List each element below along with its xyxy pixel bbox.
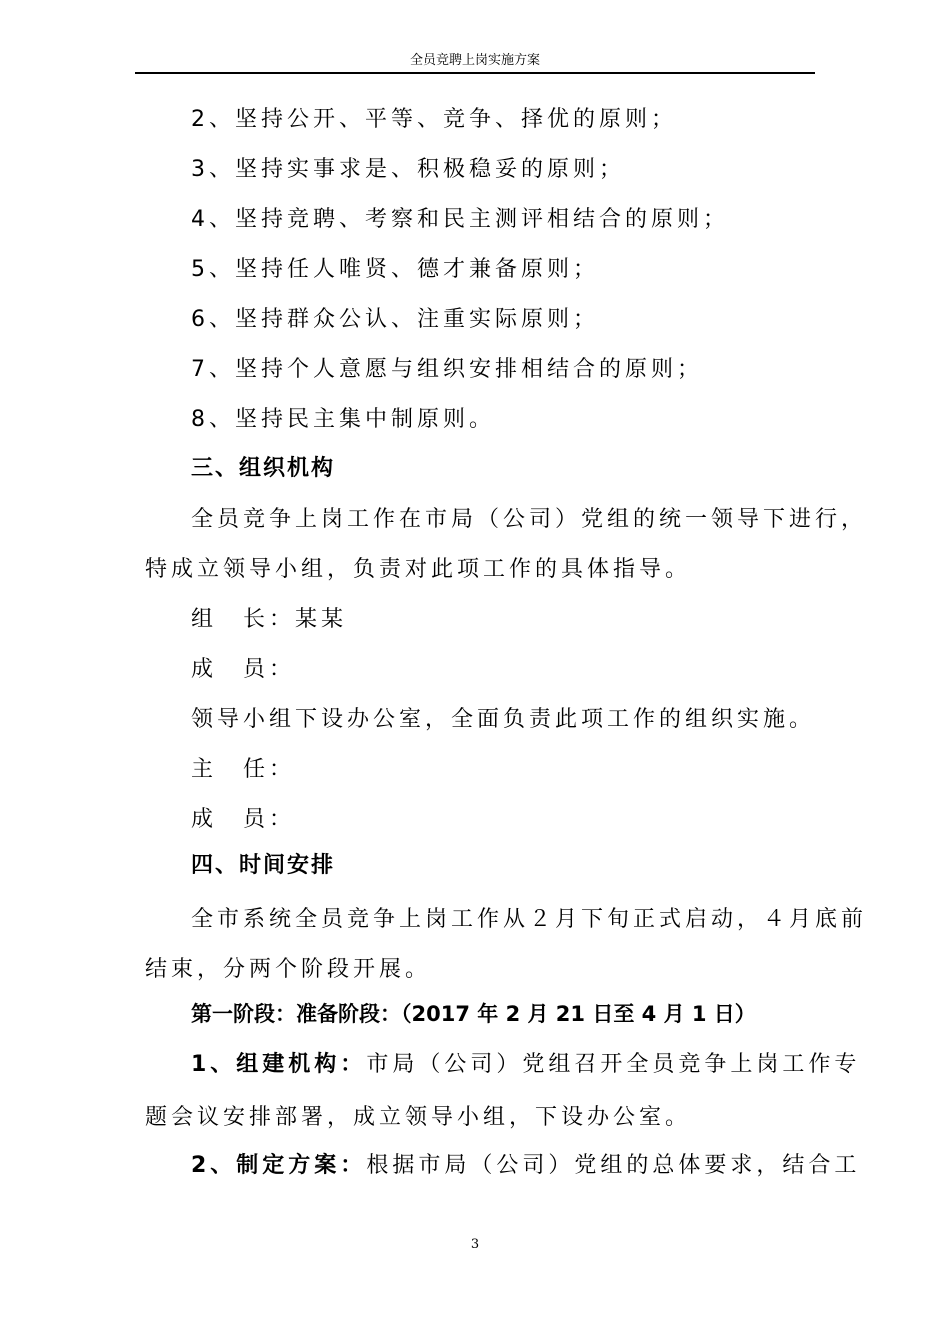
principle-item: 6、坚持群众公认、注重实际原则； [191, 307, 599, 332]
principle-item: 4、坚持竞聘、考察和民主测评相结合的原则； [191, 207, 729, 232]
office-members-line: 成 员： [191, 807, 296, 832]
item-text: 市局（公司）党组召开全员竞争上岗工作专 [366, 1052, 861, 1077]
paragraph-line: 题会议安排部署，成立领导小组，下设办公室。 [145, 1105, 692, 1130]
header-rule [135, 72, 815, 74]
item-make-plan [191, 1152, 860, 1180]
section-heading-schedule: 四、时间安排 [191, 853, 336, 878]
group-members-line: 成 员： [191, 657, 296, 682]
principle-item: 7、坚持个人意愿与组织安排相结合的原则； [191, 357, 703, 382]
paragraph-line: 特成立领导小组，负责对此项工作的具体指导。 [145, 557, 692, 582]
office-line: 领导小组下设办公室，全面负责此项工作的组织实施。 [191, 707, 816, 732]
paragraph-line: 结束，分两个阶段开展。 [145, 957, 432, 982]
principle-item: 3、坚持实事求是、积极稳妥的原则； [191, 157, 625, 182]
group-leader-line: 组 长：某某 [191, 607, 348, 632]
item-label: 2、制定方案： [191, 1153, 367, 1178]
item-label: 1、组建机构： [191, 1052, 367, 1077]
page-number: 3 [470, 1237, 480, 1252]
item-text: 根据市局（公司）党组的总体要求，结合工 [366, 1153, 861, 1178]
paragraph-line: 全市系统全员竞争上岗工作从２月下旬正式启动，４月底前 [191, 907, 868, 932]
phase-one-heading: 第一阶段：准备阶段：（2017 年 2 月 21 日至 4 月 1 日） [191, 1002, 756, 1026]
principle-item: 8、坚持民主集中制原则。 [191, 407, 495, 432]
section-heading-organization: 三、组织机构 [191, 456, 336, 481]
paragraph-line: 全员竞争上岗工作在市局（公司）党组的统一领导下进行， [191, 507, 868, 532]
principle-item: 5、坚持任人唯贤、德才兼备原则； [191, 257, 599, 282]
item-build-organization [191, 1051, 860, 1079]
principle-item: 2、坚持公开、平等、竞争、择优的原则； [191, 107, 677, 132]
running-header: 全员竞聘上岗实施方案 [409, 53, 540, 68]
office-director-line: 主 任： [191, 757, 296, 782]
